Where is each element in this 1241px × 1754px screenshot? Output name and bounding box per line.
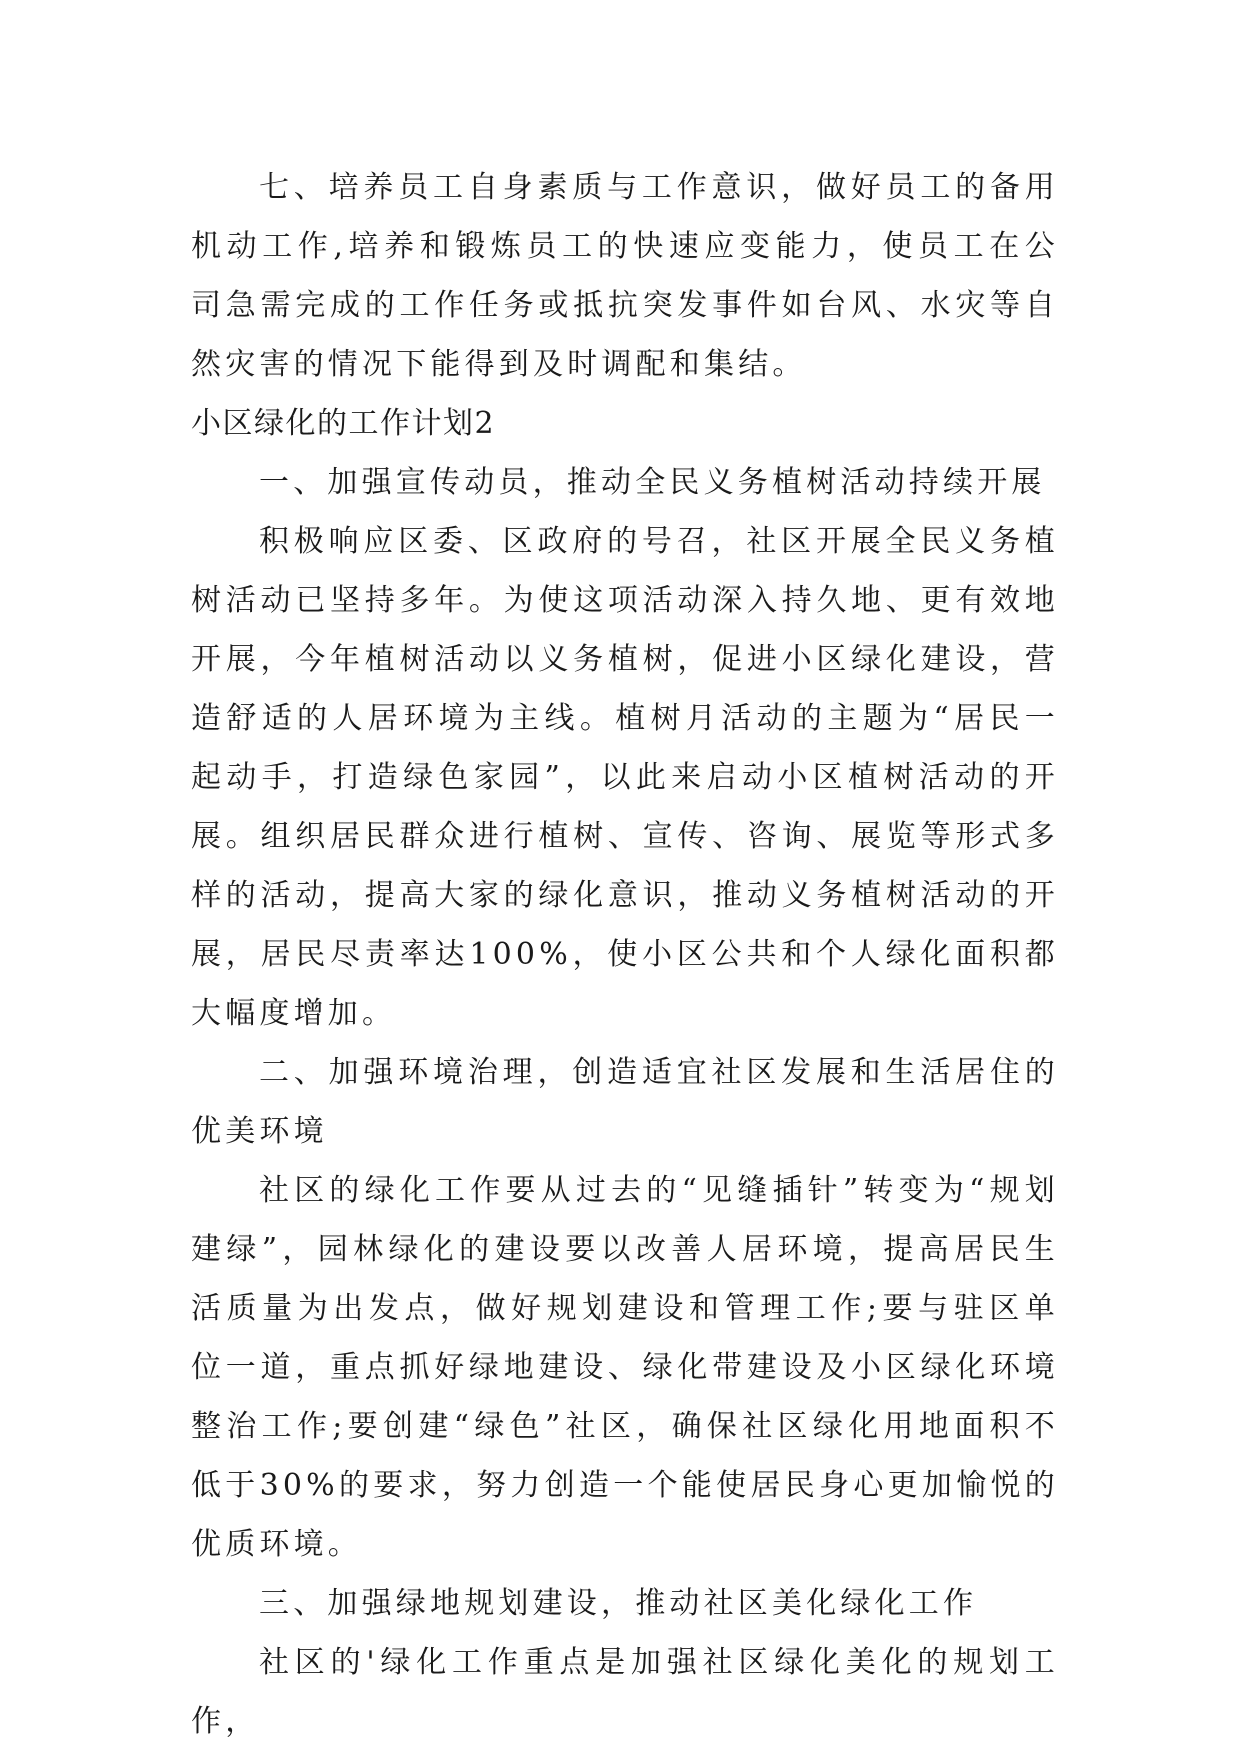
section-heading-one: 一、加强宣传动员，推动全民义务植树活动持续开展 [259,465,1046,500]
paragraph-tree-planting: 积极响应区委、区政府的号召，社区开展全民义务植树活动已坚持多年。为使这项活动深入持久地、更有效地开展，今年植树活动以义务植树，促进小区绿化建设，营造舒适的人居环境为主线。植树月活动的主题为“居民一起动手，打造绿色家园”，以此来启动小区植树活动的开展。组织居民群众进行植树、宣传、咨询、展览等形式多样的活动，提高大家的绿化意识，推动义务植树活动的开展，居民尽责率达100%，使小区公共和个人绿化面积都大幅度增加。 [191,524,1059,1031]
paragraph-green-planning: 社区的'绿化工作重点是加强社区绿化美化的规划工作， [191,1645,1059,1739]
paragraph-environment: 社区的绿化工作要从过去的“见缝插针”转变为“规划建绿”，园林绿化的建设要以改善人居环境，提高居民生活质量为出发点，做好规划建设和管理工作;要与驻区单位一道，重点抓好绿地建设、绿化带建设及小区绿化环境整治工作;要创建“绿色”社区，确保社区绿化用地面积不低于30%的要求，努力创造一个能使居民身心更加愉悦的优质环境。 [191,1173,1059,1562]
document-body [191,158,1059,1751]
section-heading-three: 三、加强绿地规划建设，推动社区美化绿化工作 [259,1586,978,1621]
paragraph-item-seven: 七、培养员工自身素质与工作意识，做好员工的备用机动工作,培养和锻炼员工的快速应变能力，使员工在公司急需完成的工作任务或抵抗突发事件如台风、水灾等自然灾害的情况下能得到及时调配和集结。 [191,170,1059,382]
section-title: 小区绿化的工作计划2 [191,406,496,441]
section-heading-two: 二、加强环境治理，创造适宜社区发展和生活居住的优美环境 [191,1055,1059,1149]
